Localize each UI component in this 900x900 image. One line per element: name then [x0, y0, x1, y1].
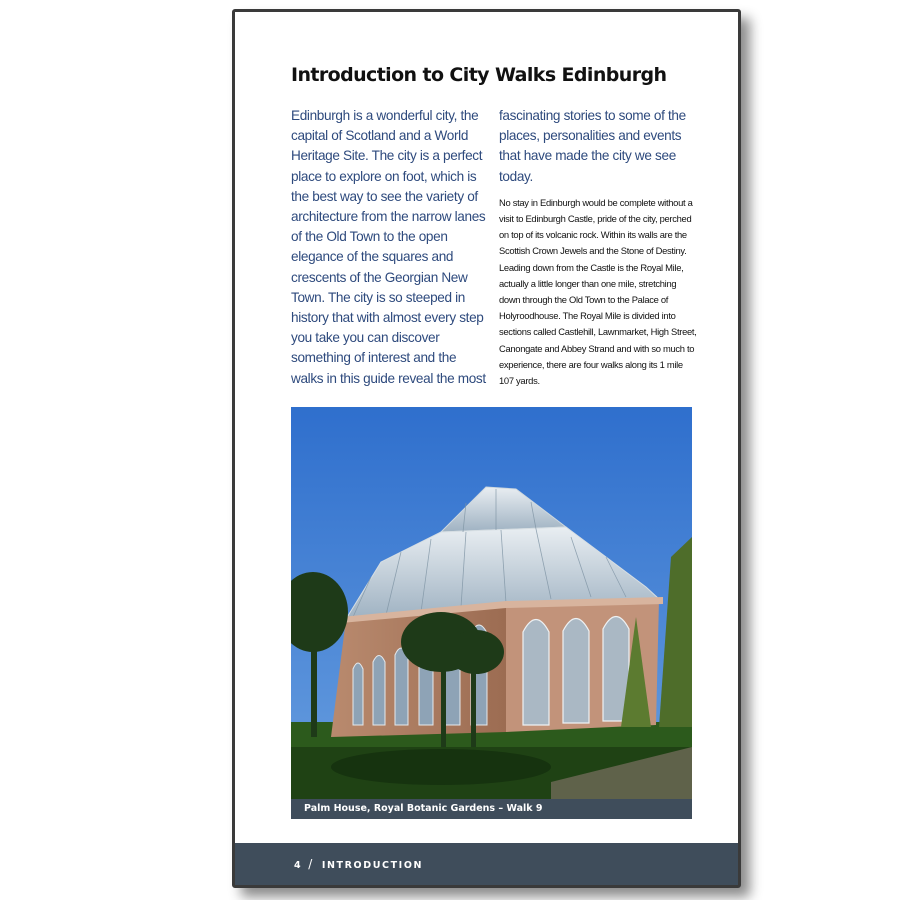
right-column [499, 106, 699, 389]
page-footer [235, 843, 738, 885]
page-title: Introduction to City Walks Edinburgh [291, 64, 667, 86]
section-name: INTRODUCTION [321, 860, 424, 871]
footer-separator: / [308, 857, 314, 871]
body-paragraph: No stay in Edinburgh would be complete without a visit to Edinburgh Castle, pride of the city, perched on top of its volcanic rock. Within its walls are the Scottish Crown Jewels and the Stone of Destiny. Leading down from the Castle is the Royal Mile, actually a little longer than one mile, stretching down through the Old Town to the Palace of Holyroodhouse. The Royal Mile is divided into sections called Castlehill, Lawnmarket, High Street, Canongate and Abbey Strand and with so much to experience, there are four walks along its 1 mile 107 yards. [499, 196, 697, 387]
palm-house-photo [291, 407, 692, 819]
book-page [232, 9, 741, 888]
palm-house-illustration [291, 407, 692, 819]
intro-text-left: Edinburgh is a wonderful city, the capital of Scotland and a World Heritage Site. The city is a perfect place to explore on foot, which is the best way to see the variety of architecture from the narrow lanes of the Old Town to the open elegance of the squares and crescents of the Georgian New Town. The city is so steeped in history that with almost every step you take you can discover something of interest and the walks in this guide reveal the most [291, 108, 486, 386]
footer-label [294, 857, 423, 871]
intro-text-right: fascinating stories to some of the places, personalities and events that have made the city we see today. [499, 108, 686, 184]
photo-caption: Palm House, Royal Botanic Gardens – Walk 9 [291, 799, 692, 819]
page-number: 4 [294, 860, 303, 871]
